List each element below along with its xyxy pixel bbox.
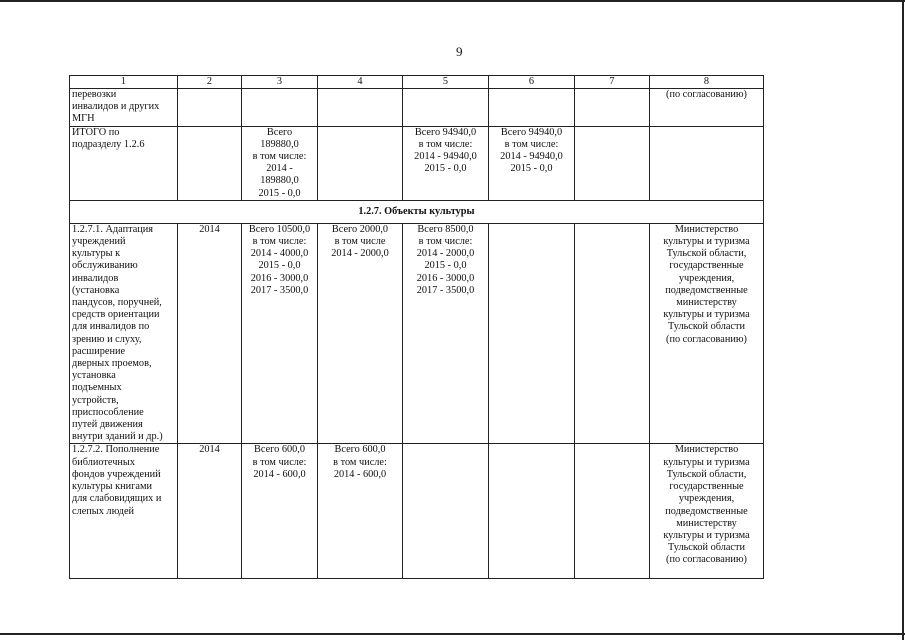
total-funding-cell: Всего 189880,0 в том числе: 2014 - 189880,0 2015 - 0,0 <box>242 126 318 200</box>
executor-cell: Министерство культуры и туризма Тульской области, государственные учреждения, подведомственные министерству культуры и туризма Тульской области (по согласованию) <box>650 444 764 579</box>
period-cell: 2014 <box>178 223 242 444</box>
executor-cell: Министерство культуры и туризма Тульской области, государственные учреждения, подведомственные министерству культуры и туризма Тульской области (по согласованию) <box>650 223 764 444</box>
total-funding-cell: Всего 600,0 в том числе: 2014 - 600,0 <box>242 444 318 579</box>
column-header: 1 <box>70 76 178 89</box>
table-row <box>70 89 764 127</box>
measure-name-cell: ИТОГО по подразделу 1.2.6 <box>70 126 178 200</box>
municipal-funding-cell: Всего 94940,0 в том числе: 2014 - 94940,0 2015 - 0,0 <box>489 126 575 200</box>
other-funding-cell <box>575 126 650 200</box>
column-header: 7 <box>575 76 650 89</box>
regional-funding-cell <box>403 89 489 127</box>
federal-funding-cell: Всего 600,0 в том числе: 2014 - 600,0 <box>318 444 403 579</box>
period-cell <box>178 126 242 200</box>
period-cell <box>178 89 242 127</box>
other-funding-cell <box>575 444 650 579</box>
column-header: 8 <box>650 76 764 89</box>
measure-name-cell: 1.2.7.2. Пополнение библиотечных фондов учреждений культуры книгами для слабовидящих и слепых людей <box>70 444 178 579</box>
column-header: 2 <box>178 76 242 89</box>
regional-funding-cell: Всего 94940,0 в том числе: 2014 - 94940,0 2015 - 0,0 <box>403 126 489 200</box>
municipal-funding-cell <box>489 223 575 444</box>
regional-funding-cell <box>403 444 489 579</box>
measure-name-cell: 1.2.7.1. Адаптация учреждений культуры к обслуживанию инвалидов (установка пандусов, поручней, средств ориентации для инвалидов по зрению и слуху, расширение дверных проемов, установка подъемных устройств, приспособление путей движения внутри зданий и др.) <box>70 223 178 444</box>
column-header: 4 <box>318 76 403 89</box>
regional-funding-cell: Всего 8500,0 в том числе: 2014 - 2000,0 2015 - 0,0 2016 - 3000,0 2017 - 3500,0 <box>403 223 489 444</box>
executor-cell: (по согласованию) <box>650 89 764 127</box>
other-funding-cell <box>575 223 650 444</box>
total-funding-cell: Всего 10500,0 в том числе: 2014 - 4000,0 2015 - 0,0 2016 - 3000,0 2017 - 3500,0 <box>242 223 318 444</box>
federal-funding-cell: Всего 2000,0 в том числе 2014 - 2000,0 <box>318 223 403 444</box>
program-table <box>69 75 764 579</box>
page-bottom-border <box>0 633 905 635</box>
section-title: 1.2.7. Объекты культуры <box>70 200 764 223</box>
federal-funding-cell <box>318 89 403 127</box>
column-header: 3 <box>242 76 318 89</box>
municipal-funding-cell <box>489 444 575 579</box>
period-cell: 2014 <box>178 444 242 579</box>
page-top-border <box>0 0 905 2</box>
column-header: 5 <box>403 76 489 89</box>
section-row <box>70 200 764 223</box>
table-row <box>70 126 764 200</box>
total-funding-cell <box>242 89 318 127</box>
table-row <box>70 444 764 579</box>
municipal-funding-cell <box>489 89 575 127</box>
table-row <box>70 223 764 444</box>
measure-name-cell: перевозки инвалидов и других МГН <box>70 89 178 127</box>
page-number: 9 <box>456 44 463 59</box>
column-number-row <box>70 76 764 89</box>
federal-funding-cell <box>318 126 403 200</box>
other-funding-cell <box>575 89 650 127</box>
page-right-border <box>902 0 904 640</box>
executor-cell <box>650 126 764 200</box>
column-header: 6 <box>489 76 575 89</box>
